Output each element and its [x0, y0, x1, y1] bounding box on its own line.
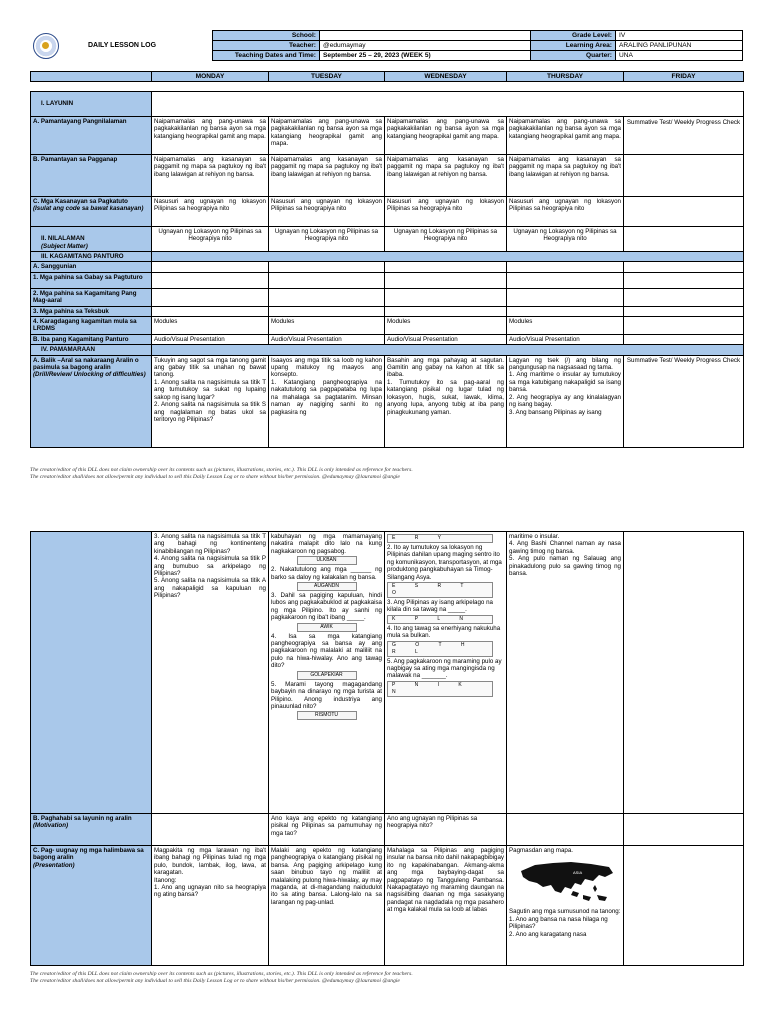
row-label-mag-aaral: 2. Mga pahina sa Kagamitang Pang Mag-aaral	[31, 288, 152, 306]
row-label-presentation: C. Pag- uugnay ng mga halimbawa sa bagong aralin (Presentation)	[31, 846, 152, 966]
row-label-lrdms: 4. Karagdagang kagamitan mula sa LRDMS	[31, 317, 152, 335]
pagganap-wed: Naipamamalas ang kasanayan sa paggamit ng mapa sa pagtukoy ng iba't ibang lalawigan at rehiyon ng bansa.	[385, 155, 507, 197]
balik-aral-thu: Lagyan ng tsek (/) ang bilang ng pangungusap na nagsasaad ng tama. 1. Ang maritime o insular ay tumutukoy sa mga katubigang nakapaligid sa isang bansa. 2. Ang heograpiya ay ang kinalalagyan ng isang bagay. 3. Ang bansang Pilipinas ay isang	[507, 355, 624, 447]
quarter-label: Quarter:	[531, 51, 616, 61]
deped-seal-icon	[33, 33, 59, 59]
pagkatuto-thu: Nasusuri ang ugnayan ng lokasyon Pilipinas sa heograpiya nito	[507, 197, 624, 227]
pagkatuto-mon: Nasusuri ang ugnayan ng lokasyon Pilipinas sa heograpiya nito	[152, 197, 269, 227]
area-value: ARALING PANLIPUNAN	[616, 41, 743, 51]
letter-box-4: G O T H R L	[387, 641, 493, 657]
section-pamamaraan: IV. PAMAMARAAN	[31, 345, 152, 355]
grade-label: Grade Level:	[531, 31, 616, 41]
day-friday: FRIDAY	[624, 72, 744, 82]
grade-value: IV	[616, 31, 743, 41]
page-2	[0, 528, 768, 1024]
row-label-pagkatuto: C. Mga Kasanayan sa Pagkatuto (Isulat ang code sa bawat kasanayan)	[31, 197, 152, 227]
row-label-sanggunian: A. Sanggunian	[31, 262, 152, 272]
page-1	[0, 0, 768, 490]
lrdms-wed: Modules	[385, 317, 507, 335]
section-kagamitan: III. KAGAMITANG PANTURO	[31, 252, 152, 262]
day-wednesday: WEDNESDAY	[385, 72, 507, 82]
motivation-wed: Ano ang ugnayan ng Pilipinas sa heograpiya nito?	[385, 814, 507, 846]
nilalaman-tue: Ugnayan ng Lokasyon ng Pilipinas sa Heograpiya nito	[269, 227, 385, 252]
letter-box-1: E R Y	[387, 534, 493, 543]
day-monday: MONDAY	[152, 72, 269, 82]
dates-label: Teaching Dates and Time:	[213, 51, 320, 61]
section-layunin: I. LAYUNIN	[31, 92, 152, 117]
pagganap-thu: Naipamamalas ang kasanayan sa paggamit ng mapa sa pagtukoy ng iba't ibang lalawigan at rehiyon ng bansa.	[507, 155, 624, 197]
row-label-pangnilalaman: A. Pamantayang Pangnilalaman	[31, 117, 152, 155]
nilalaman-thu: Ugnayan ng Lokasyon ng Pilipinas sa Heograpiya nito	[507, 227, 624, 252]
pangnilalaman-fri: Summative Test/ Weekly Progress Check	[624, 117, 744, 155]
footer-disclaimer-2: The creator/editor of this DLL does not claim ownership over its contents such as (pictures, illustrations, stories, etc.). This DLL is only intended as reference for teachers. The creator/editor shall/does not allow/permit any individual to sell this Daily Lesson Log or to share without his/her permission. @edumaymay @lauramoi @angie	[30, 971, 413, 984]
asia-map-image	[513, 857, 617, 905]
scramble-box-5: RISMOTU	[297, 711, 357, 720]
dll-main-table	[30, 71, 744, 448]
school-label: School:	[213, 31, 320, 41]
row-label-pagganap: B. Pamantayan sa Pagganap	[31, 155, 152, 197]
iba-pang-tue: Audio/Visual Presentation	[269, 334, 385, 344]
dll-title: DAILY LESSON LOG	[88, 42, 157, 49]
cont-thu: maritime o insular. 4. Ang Bashi Channel naman ay nasa gawing timog ng bansa. 5. Ang pulo naman ng Salauag ang pinakadulong pulo sa gawing timog ng bansa.	[507, 532, 624, 814]
pagganap-mon: Naipamamalas ang kasanayan sa paggamit ng mapa sa pagtukoy ng iba't ibang lalawigan at rehiyon ng bansa.	[152, 155, 269, 197]
row-label-motivation: B. Paghahabi sa layunin ng aralin (Motivation)	[31, 814, 152, 846]
quarter-value: UNA	[616, 51, 743, 61]
motivation-tue: Ano kaya ang epekto ng katangiang pisikal ng Pilipinas sa pamumuhay ng mga tao?	[269, 814, 385, 846]
dll-continuation-table	[30, 531, 744, 966]
day-tuesday: TUESDAY	[269, 72, 385, 82]
balik-aral-mon: Tukuyin ang sagot sa mga tanong gamit ang gabay titik sa unahan ng bawat tanong. 1. Anong salita na nagsisimula sa titik T ang tumutukoy sa sukat ng lupaing sakop ng isang lugar? 2. Anong salita na nagsisimula sa titik S ang naglalaman ng batas ukol sa teritoryo ng Pilipinas?	[152, 355, 269, 447]
pangnilalaman-mon: Naipamamalas ang pang-unawa sa pagkakakilanlan ng bansa ayon sa mga katangiang heograpikal gamit ang mapa.	[152, 117, 269, 155]
pagkatuto-wed: Nasusuri ang ugnayan ng lokasyon Pilipinas sa heograpiya nito	[385, 197, 507, 227]
cont-mon: 3. Anong salita na nagsisimula sa titik T ang bahagi ng kontinenteng kinabibilangan ng Pilipinas? 4. Anong salita na nagsisimula sa titik P ang bumubuo sa arkipelago ng Pilipinas? 5. Anong salita na nagsisimula sa titik A ang nakapaligid sa kapuluan ng Pilipinas?	[152, 532, 269, 814]
presentation-wed: Mahalaga sa Pilipinas ang pagiging insular na bansa nito dahil nakapagbibigay ito ng kapakinabangan. Akmang-akma ang mga baybaying-dagat sa pagpapatayo ng Tangguleng Pambansa. Nakapagtatayo ng maraming daungan na nagsisilbing daanan ng mga sasakyang pandagat na nagdadala ng mga pasahero at mga kalakal mula sa loob at labas	[385, 846, 507, 966]
day-thursday: THURSDAY	[507, 72, 624, 82]
letter-box-5: P N I K N	[387, 681, 493, 697]
balik-aral-tue: Isaayos ang mga titik sa loob ng kahon upang matukoy ng maayos ang konsepto. 1. Katangiang pangheograpiya na nakatutulong sa pagpapataba ng lupa na mahalaga sa pagtatanim. Minsan naman ay nagiging sanhi ito ng pagkasira ng	[269, 355, 385, 447]
school-value	[320, 31, 531, 41]
section-nilalaman: II. NILALAMAN (Subject Matter)	[31, 227, 152, 252]
presentation-thu: Pagmasdan ang mapa. ASIA Sagutin ang mga sumusunod na tanong: 1. Ano ang bansa na nasa hilaga ng Pilipinas? 2. Ano ang karagatang nasa	[507, 846, 624, 966]
dates-value: September 25 – 29, 2023 (WEEK 5)	[320, 51, 531, 61]
nilalaman-wed: Ugnayan ng Lokasyon ng Pilipinas sa Heograpiya nito	[385, 227, 507, 252]
row-label-gabay: 1. Mga pahina sa Gabay sa Pagtuturo	[31, 272, 152, 288]
teacher-label: Teacher:	[213, 41, 320, 51]
row-label-iba-pang: B. Iba pang Kagamitang Panturo	[31, 334, 152, 344]
scramble-box-3: AWIK	[297, 623, 357, 632]
balik-aral-wed: Basahin ang mga pahayag at sagutan. Gamitin ang gabay na kahon at titik sa ibaba. 1. Tumutukoy ito sa pag-aaral ng katangiang pisikal ng lugar tulad ng lokasyon, hugis, sukat, lawak, klima, anyong lupa, anyong tubig at iba pang pinagkukunang yaman.	[385, 355, 507, 447]
footer-disclaimer: The creator/editor of this DLL does not claim ownership over its contents such as (pictures, illustrations, stories, etc.). This DLL is only intended as reference for teachers. The creator/editor shall/does not allow/permit any individual to sell this Daily Lesson Log or to share without his/her permission. @edumaymay @lauramoi @angie	[30, 467, 413, 480]
balik-aral-fri: Summative Test/ Weekly Progress Check	[624, 355, 744, 447]
cont-wed: E R Y 2. Ito ay tumutukoy sa lokasyon ng Pilipinas dahilan upang maging sentro ito ng komunikasyon, transportasyon, at mga produktong pangkabuhayan sa Timog-Silangang Asya. E S R T O 3. Ang Pilipinas ay isang arkipelago na kilala din sa tawag na _____. K P L N 4. Ito ang tawag sa enerhiyang nakukuha mula sa bulkan. G O T H R L 5. Ang pagkakaroon ng maraming pulo ay nagbigay sa ating mga mangingisda ng malawak na _______. P N I K N	[385, 532, 507, 814]
corner-cell	[31, 72, 152, 82]
scramble-box-2: AUGANDN	[297, 582, 357, 591]
pangnilalaman-wed: Naipamamalas ang pang-unawa sa pagkakakilanlan ng bansa ayon sa mga katangiang heograpikal gamit ang mapa.	[385, 117, 507, 155]
pangnilalaman-thu: Naipamamalas ang pang-unawa sa pagkakakilanlan ng bansa ayon sa mga katangiang heograpikal gamit ang mapa.	[507, 117, 624, 155]
cont-tue: kabuhayan ng mga mamamayang nakatira malapit dito lalo na kung nagkakaroon ng pagsabog. ULKBAN 2. Nakatutulong ang mga ______ ng barko sa daloy ng kalakalan ng bansa. AUGANDN 3. Dahil sa pagiging kapuluan, hindi lubos ang pagkakabuklod at pagkakaisa ng mga Pilipino. Ito ay sanhi ng pagkakaroon ng iba't ibang _____. AWIK 4. Isa sa mga katangiang pangheograpiya sa bansa ay ang pagkakaroon ng malalaki at maliliit na pulo na hiwa-hiwalay. Ano ang tawag dito? GOLAPEKIAR 5. Marami tayong magagandang baybayin na dinarayo ng mga turista at Pilipino. Anong industriya ang pinauunlad nito? RISMOTU	[269, 532, 385, 814]
teacher-value: @edumaymay	[320, 41, 531, 51]
scramble-box-4: GOLAPEKIAR	[297, 671, 357, 680]
pangnilalaman-tue: Naipamamalas ang pang-unawa sa pagkakakilanlan ng bansa ayon sa mga katangiang heograpikal gamit ang mapa.	[269, 117, 385, 155]
row-label-balik-aral: A. Balik –Aral sa nakaraang Aralin o pasimula sa bagong aralin (Drill/Review/ Unlocking of difficulties)	[31, 355, 152, 447]
letter-box-2: E S R T O	[387, 582, 493, 598]
lrdms-mon: Modules	[152, 317, 269, 335]
letter-box-3: K P L N	[387, 615, 493, 624]
nilalaman-mon: Ugnayan ng Lokasyon ng Pilipinas sa Heograpiya nito	[152, 227, 269, 252]
pagganap-tue: Naipamamalas ang kasanayan sa paggamit ng mapa sa pagtukoy ng iba't ibang lalawigan at rehiyon ng bansa.	[269, 155, 385, 197]
lrdms-tue: Modules	[269, 317, 385, 335]
iba-pang-mon: Audio/Visual Presentation	[152, 334, 269, 344]
lrdms-thu: Modules	[507, 317, 624, 335]
row-label-teksbuk: 3. Mga pahina sa Teksbuk	[31, 306, 152, 316]
iba-pang-wed: Audio/Visual Presentation	[385, 334, 507, 344]
area-label: Learning Area:	[531, 41, 616, 51]
header-table	[212, 30, 743, 61]
scramble-box-1: ULKBAN	[297, 556, 357, 565]
pagkatuto-tue: Nasusuri ang ugnayan ng lokasyon Pilipinas sa heograpiya nito	[269, 197, 385, 227]
iba-pang-thu: Audio/Visual Presentation	[507, 334, 624, 344]
map-label: ASIA	[573, 870, 583, 876]
presentation-mon: Magpakita ng mga larawan ng iba't ibang bahagi ng Pilipinas tulad ng mga pulo, bundok, lambak, ilog, lawa, at karagatan. Itanong: 1. Ano ang ugnayan nito sa heograpiya ng ating bansa?	[152, 846, 269, 966]
presentation-tue: Malaki ang epekto ng katangiang pangheograpiya o katangiang pisikal ng bansa. Ang pagiging arkipelago kung saan binubuo tayo ng maliliit at malalaking pulong hiwa-hiwalay, ay may maganda, at di-magandang naidudulot ito sa ating bansa. Lalong-lalo na sa larangan ng pag-unlad.	[269, 846, 385, 966]
